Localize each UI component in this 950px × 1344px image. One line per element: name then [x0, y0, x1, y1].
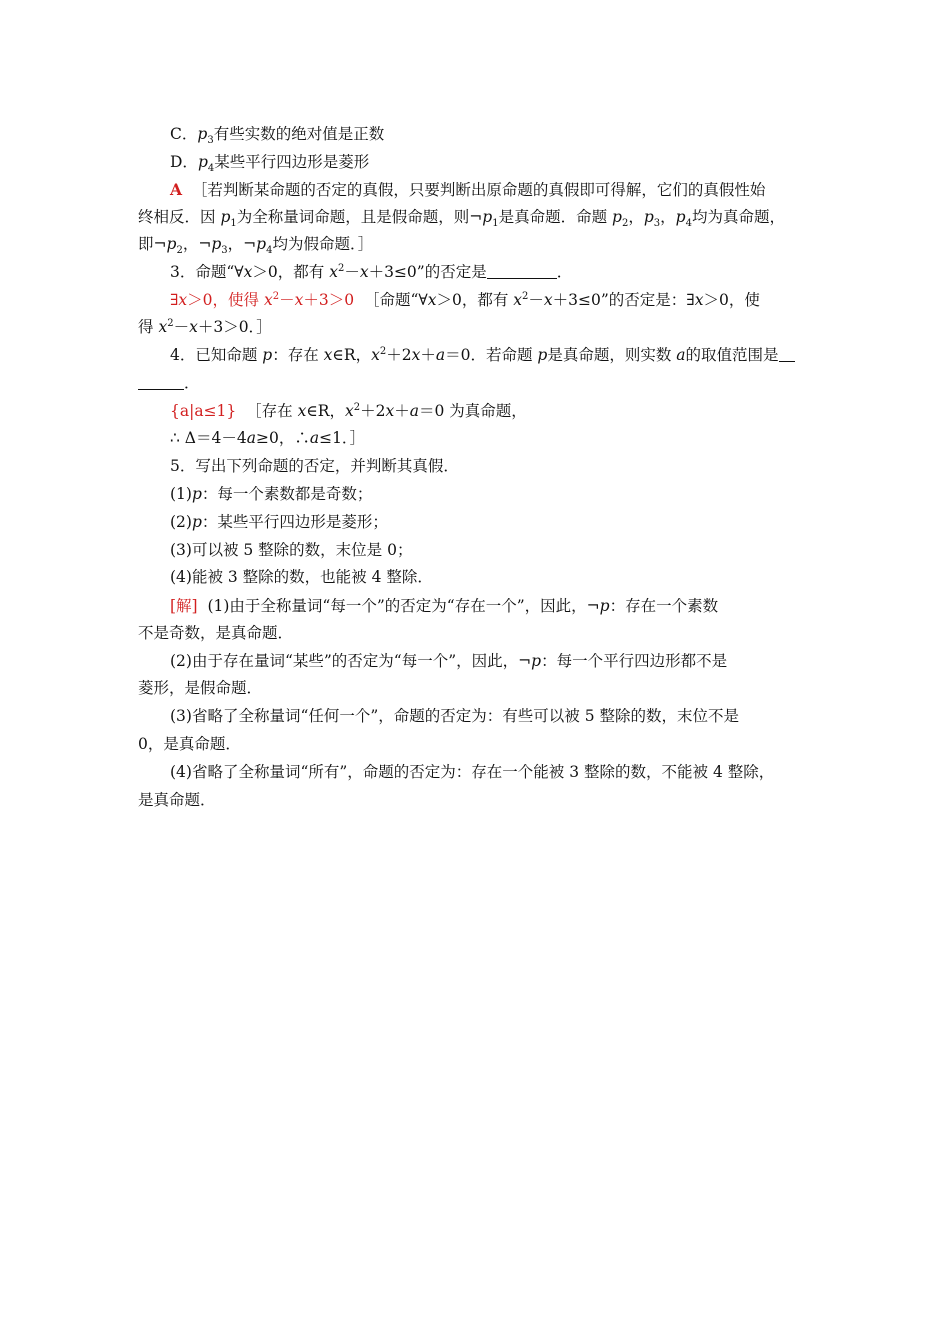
- solution-1-line-1: [解] (1)由于全称量词“每一个”的否定为“存在一个”，因此，¬p：存在一个素数: [170, 597, 719, 615]
- answer-3-line-2: 得 $x^2-x+3>0$．］: [138, 317, 272, 336]
- answer-letter: A: [170, 180, 183, 199]
- answer-2-line-1: A ［若判断某命题的否定的真假，只要判断出原命题的真假即可得解，它们的真假性始: [170, 180, 766, 199]
- question-4-line-1: 4．已知命题 p：存在 x∈R，$x^2+2x+a=0$．若命题 p是真命题，则实数 a的取值范围是: [170, 344, 820, 366]
- solution-tag: [解]: [170, 597, 198, 615]
- solution-3-line-1: (3)省略了全称量词“任何一个”，命题的否定为：有些可以被 5 整除的数，末位不是: [170, 707, 740, 725]
- answer-3-line-1: ∃x＞0，使得 $x^2-x+3>0$ ［命题“∀x＞0，都有 $x^2-x+3\le 0$”的否定是：∃x＞0，使: [170, 290, 760, 309]
- solution-3-line-2: 0，是真命题．: [138, 735, 241, 753]
- question-5-item-3: (3)可以被 5 整除的数，末位是 0；: [170, 541, 413, 559]
- answer-blank: [487, 264, 557, 279]
- answer-4-line-2: ∴ Δ＝4－4a≥0，∴a≤1．］: [170, 429, 366, 447]
- answer-2-line-3: 即$\neg p_2$，$\neg p_3$，$\neg p_4$均为假命题．］: [138, 235, 374, 257]
- answer-blank: [138, 375, 184, 390]
- question-5-item-4: (4)能被 3 整除的数，也能被 4 整除．: [170, 568, 433, 586]
- answer-2-line-2: 终相反．因 $p_1$为全称量词命题，且是假命题，则$\neg p_1$是真命题．命题 $p_2$，$p_3$，$p_4$均为真命题，: [138, 208, 785, 230]
- answer-4-set: {a|a≤1}: [170, 402, 237, 420]
- answer-4-line-1: {a|a≤1} ［存在 x∈R，$x^2+2x+a=0$ 为真命题，: [170, 401, 527, 420]
- question-5-item-2: (2)p：某些平行四边形是菱形；: [170, 513, 388, 531]
- question-5-item-1: (1)p：每一个素数都是奇数；: [170, 485, 373, 503]
- solution-4-line-2: 是真命题．: [138, 791, 216, 809]
- option-d: D．$p_4$某些平行四边形是菱形: [170, 153, 370, 175]
- question-5-title: 5．写出下列命题的否定，并判断其真假．: [170, 457, 459, 475]
- option-c: C．$p_3$有些实数的绝对值是正数: [170, 125, 385, 147]
- solution-2-line-2: 菱形，是假命题．: [138, 679, 263, 697]
- solution-1-line-2: 不是奇数，是真命题．: [138, 624, 294, 642]
- solution-2-line-1: (2)由于存在量词“某些”的否定为“每一个”，因此，¬p：每一个平行四边形都不是: [170, 652, 728, 670]
- answer-blank: [779, 347, 795, 362]
- question-3: 3．命题“∀x＞0，都有 $x^2-x+3\le 0$”的否定是 ．: [170, 262, 573, 281]
- solution-4-line-1: (4)省略了全称量词“所有”，命题的否定为：存在一个能被 3 整除的数，不能被 4 整除，: [170, 763, 775, 781]
- question-4-line-2: ．: [138, 372, 818, 394]
